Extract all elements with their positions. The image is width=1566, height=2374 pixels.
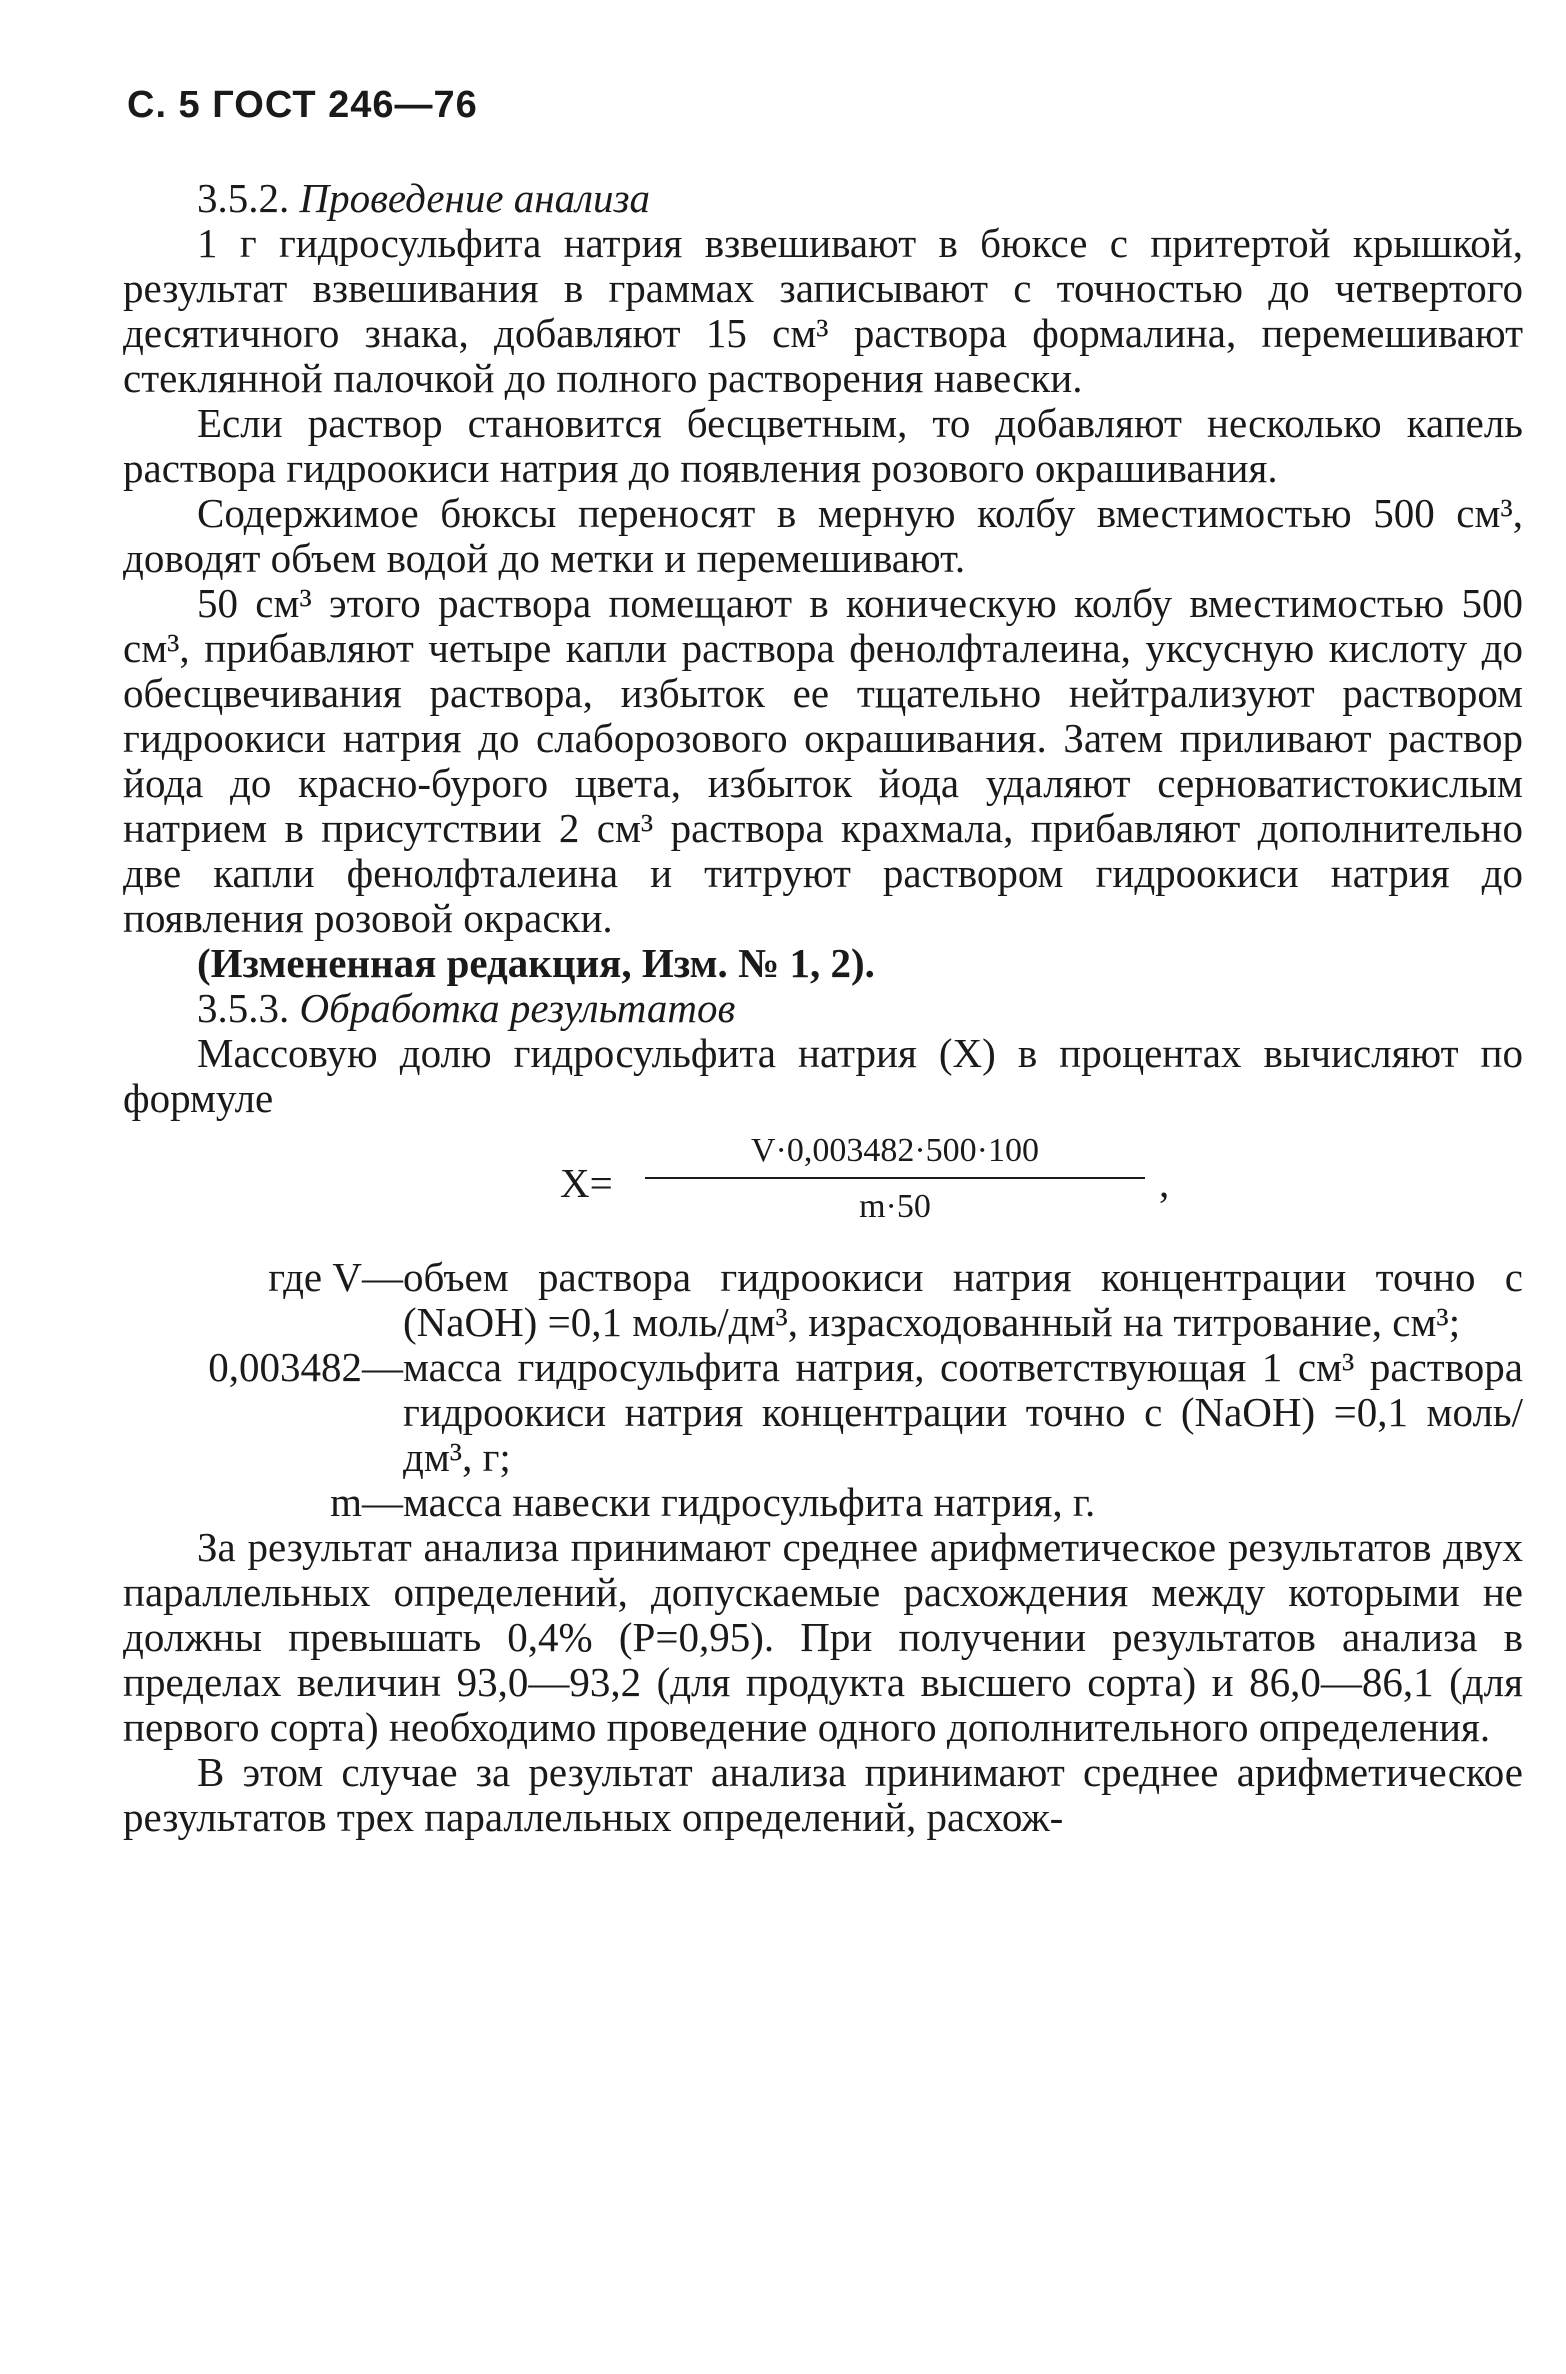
- fraction-bar: [645, 1177, 1145, 1179]
- paragraph: 50 см³ этого раствора помещают в коническую колбу вместимостью 500 см³, прибавляют четыре капли раствора фенолфталеина, уксусную кислоту до обесцвечивания раствора, избыток ее тщательно нейтрализуют раствором гидроокиси натрия до слаборозового окрашивания. Затем приливают раствор йода до красно-бурого цвета, избыток йода удаляют серноватистокислым натрием в присутствии 2 см³ раствора крахмала, прибавляют дополнительно две капли фенолфталеина и титруют раствором гидроокиси натрия до появления розовой окраски.: [123, 580, 1523, 941]
- section-heading-3-5-3: [123, 986, 1523, 1031]
- formula-intro: Массовую долю гидросульфита натрия (X) в процентах вычисляют по формуле: [123, 1030, 1523, 1121]
- definition-text: объем раствора гидроокиси натрия концентрации точно c (NaOH) =0,1 моль/дм³, израсходованный на титрование, см³;: [403, 1254, 1523, 1345]
- formula-lhs: X=: [560, 1160, 613, 1206]
- definition-key: 0,003482—: [208, 1344, 403, 1390]
- formula-numerator: V·0,003482·500·100: [750, 1132, 1040, 1169]
- formula-denominator: m·50: [859, 1188, 931, 1225]
- paragraph: Если раствор становится бесцветным, то добавляют несколько капель раствора гидроокиси натрия до появления розового окрашивания.: [123, 400, 1523, 491]
- variable-definitions: [123, 1255, 1523, 1525]
- formula: [123, 1127, 1523, 1245]
- section-title: Проведение анализа: [299, 175, 651, 221]
- page-content: [123, 176, 1523, 1840]
- section-number: 3.5.3.: [197, 985, 290, 1031]
- section-number: 3.5.2.: [197, 175, 290, 221]
- paragraph: Содержимое бюксы переносят в мерную колбу вместимостью 500 см³, доводят объем водой до метки и перемешивают.: [123, 490, 1523, 581]
- formula-trailing: ,: [1159, 1160, 1170, 1206]
- definition-row: [123, 1480, 1523, 1525]
- definition-row: [123, 1255, 1523, 1345]
- formula-fraction: [645, 1127, 1145, 1231]
- definition-key: где V—: [268, 1254, 403, 1300]
- definition-text: масса гидросульфита натрия, соответствующая 1 см³ раствора гидроокиси натрия концентрации точно c (NaOH) =0,1 моль/дм³, г;: [403, 1344, 1523, 1480]
- page-header: С. 5 ГОСТ 246—76: [127, 84, 478, 126]
- definition-row: [123, 1345, 1523, 1480]
- paragraph: 1 г гидросульфита натрия взвешивают в бюксе с притертой крышкой, результат взвешивания в граммах записывают с точностью до четвертого десятичного знака, добавляют 15 см³ раствора формалина, перемешивают стеклянной палочкой до полного растворения навески.: [123, 220, 1523, 401]
- section-heading-3-5-2: [123, 176, 1523, 221]
- paragraph: В этом случае за результат анализа принимают среднее арифметическое результатов трех параллельных определений, расхож-: [123, 1749, 1523, 1840]
- paragraph: За результат анализа принимают среднее арифметическое результатов двух параллельных определений, допускаемые расхождения между которыми не должны превышать 0,4% (P=0,95). При получении результатов анализа в пределах величин 93,0—93,2 (для продукта высшего сорта) и 86,0—86,1 (для первого сорта) необходимо проведение одного дополнительного определения.: [123, 1524, 1523, 1750]
- definition-key: m—: [330, 1479, 403, 1525]
- section-title: Обработка результатов: [299, 985, 736, 1031]
- definition-text: масса навески гидросульфита натрия, г.: [403, 1479, 1096, 1525]
- amendment-note: (Измененная редакция, Изм. № 1, 2).: [197, 940, 875, 986]
